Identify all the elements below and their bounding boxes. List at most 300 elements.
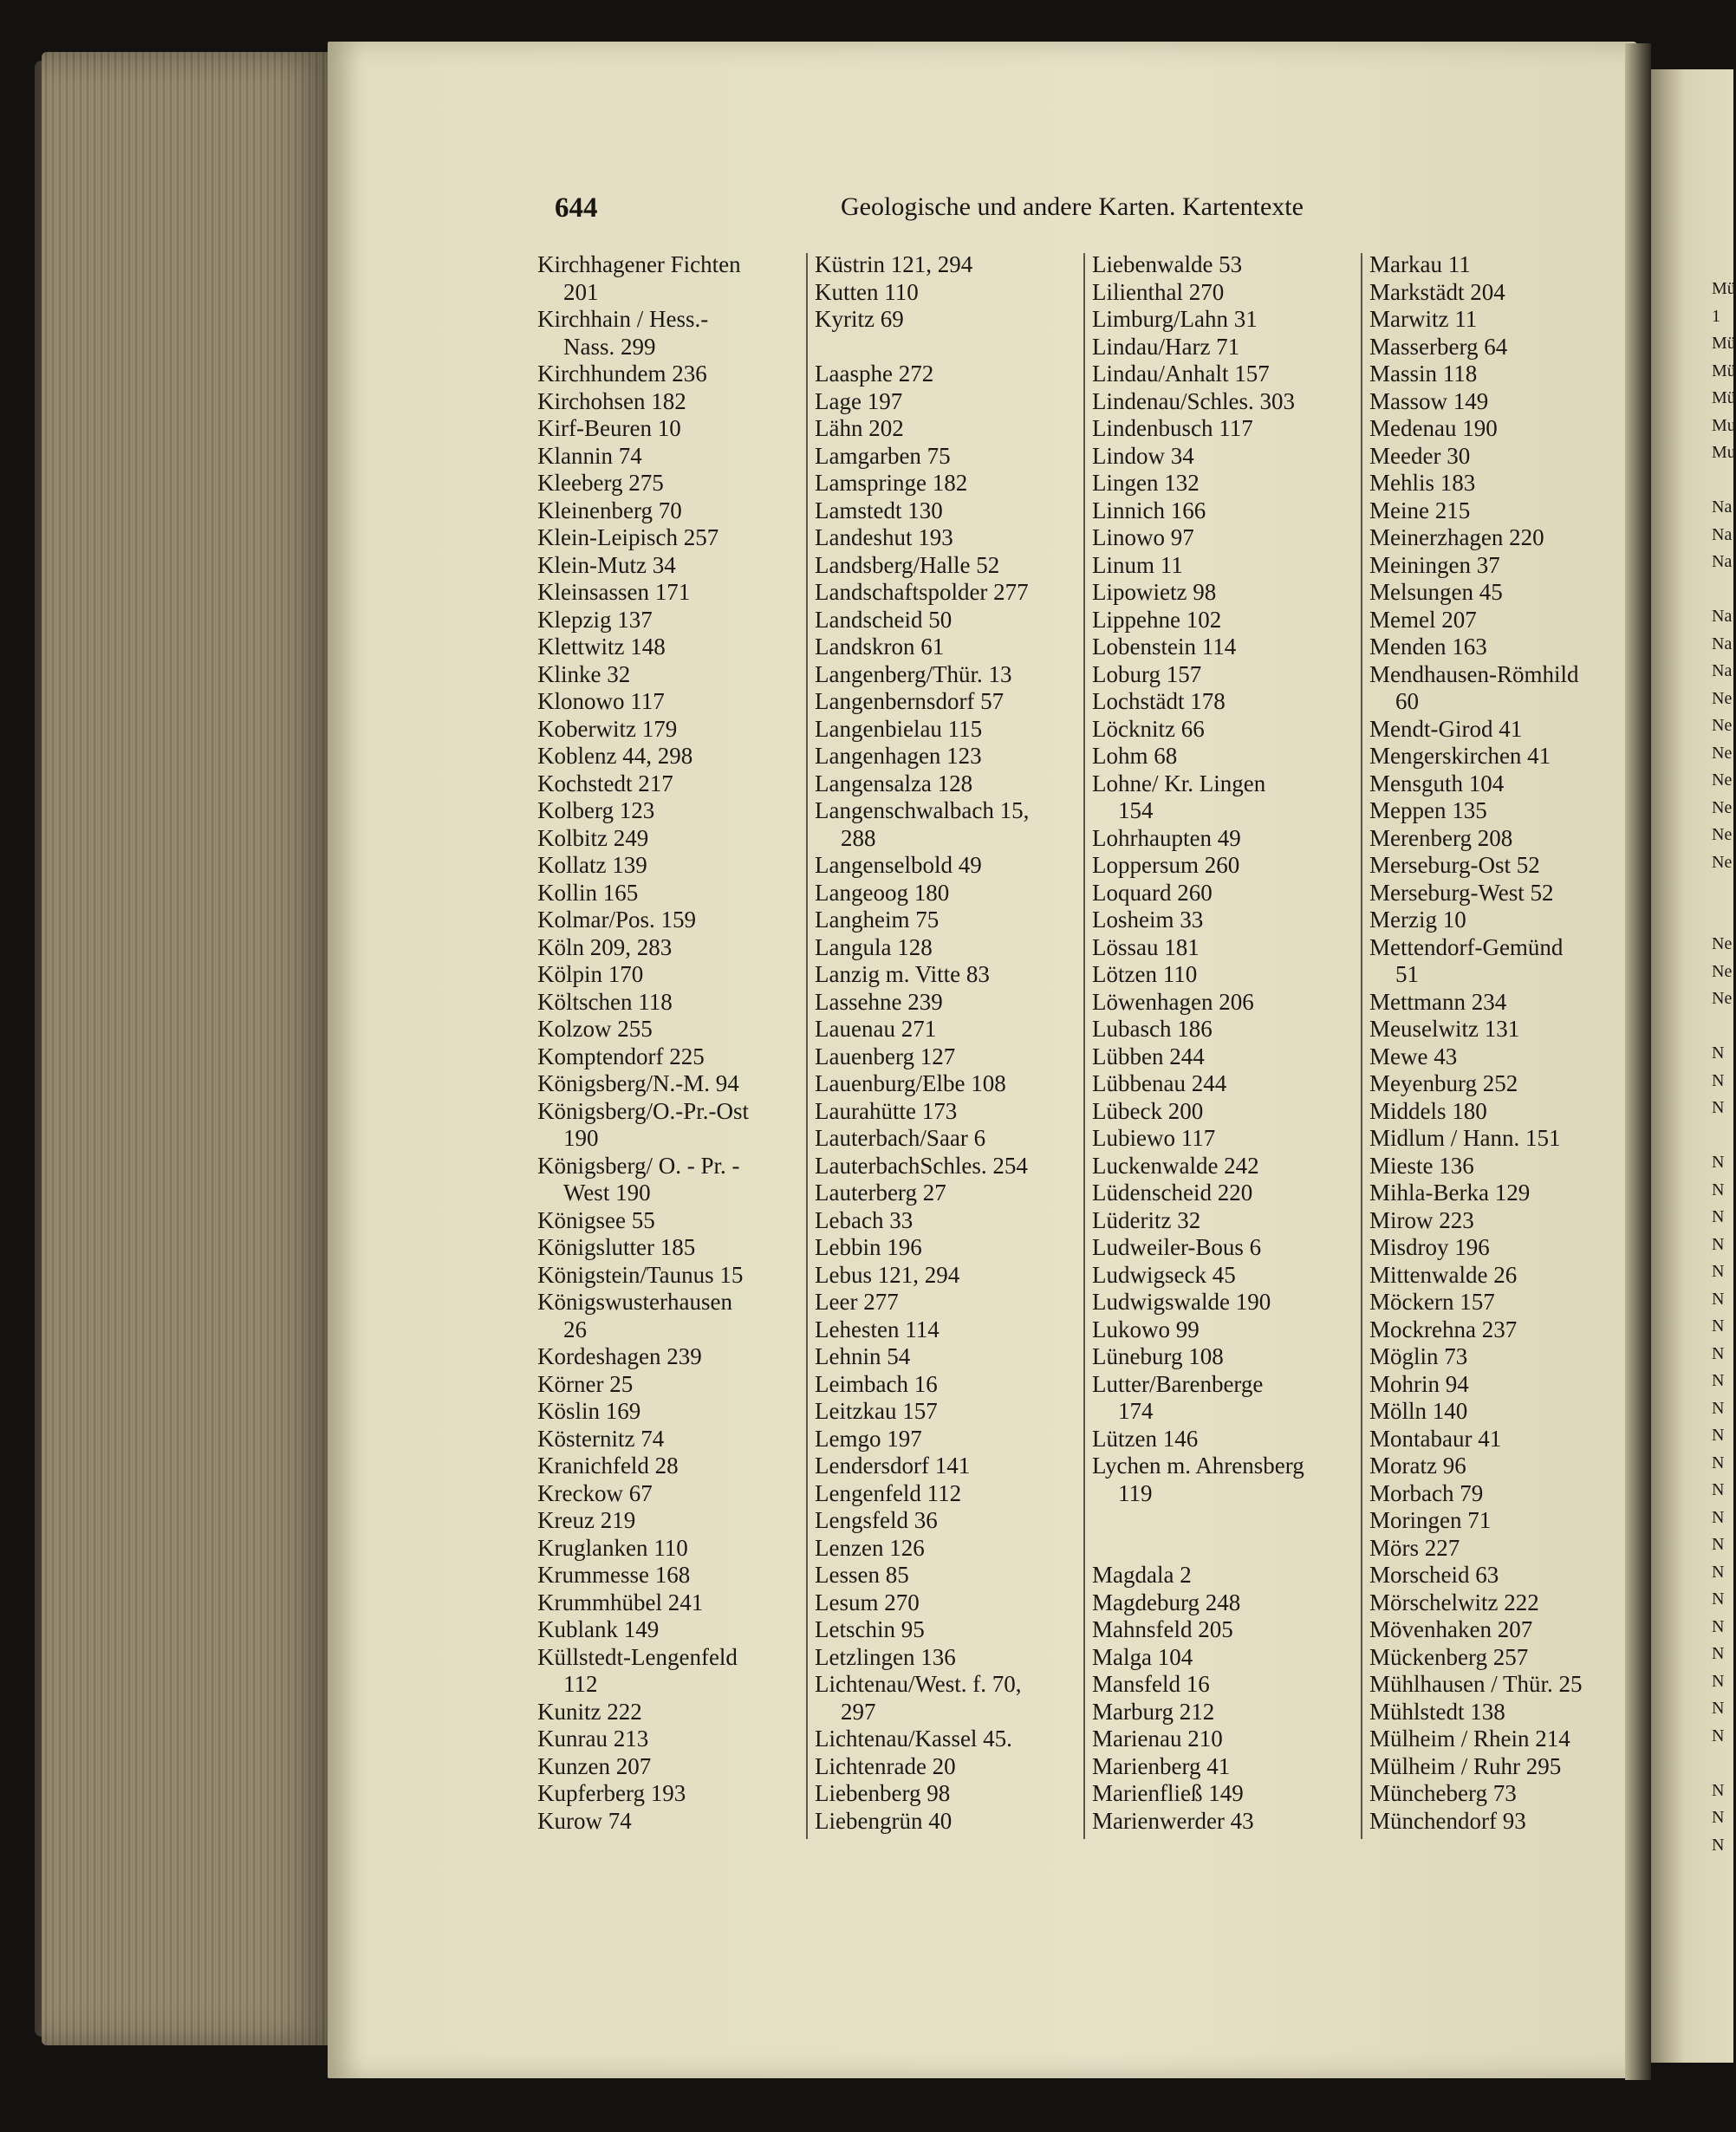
- index-entry: Lindenau/Schles. 303: [1092, 387, 1295, 414]
- facing-page-fragment: Mü: [1712, 279, 1736, 298]
- facing-page-fragment: N: [1712, 1589, 1725, 1609]
- facing-page-fragment: [1712, 1013, 1733, 1041]
- index-entry: Langenschwalbach 15,: [815, 797, 1030, 823]
- index-entry: Marienau 210: [1092, 1726, 1223, 1752]
- index-entry: Lichtenau/West. f. 70,: [815, 1671, 1022, 1697]
- index-entry: Kirchohsen 182: [537, 387, 686, 414]
- index-entry: Münchendorf 93: [1369, 1807, 1526, 1834]
- index-entry: Klinke 32: [537, 660, 631, 687]
- index-entry: Körner 25: [537, 1370, 634, 1397]
- index-entry: Moratz 96: [1369, 1453, 1466, 1479]
- index-entry: Landsberg/Halle 52: [815, 551, 1000, 578]
- index-entry: Kirchhagener Fichten: [537, 251, 741, 277]
- index-entry: Komptendorf 225: [537, 1043, 705, 1069]
- facing-page-fragment: Na: [1712, 497, 1733, 517]
- index-gap: [815, 334, 1066, 361]
- facing-page-fragment: Mü: [1712, 388, 1736, 407]
- facing-page-fragment: N: [1712, 1207, 1725, 1226]
- index-entry: Kirf-Beuren 10: [537, 415, 681, 441]
- index-entry: Lage 197: [815, 387, 903, 414]
- index-entry-continuation: 51: [1395, 961, 1419, 987]
- index-entry: Köslin 169: [537, 1398, 641, 1424]
- index-entry: Merseburg-West 52: [1369, 879, 1554, 906]
- index-entry: Merseburg-Ost 52: [1369, 852, 1540, 878]
- index-entry: Lebbin 196: [815, 1234, 922, 1260]
- index-entry: Lauterberg 27: [815, 1180, 946, 1206]
- index-entry: Lichtenau/Kassel 45.: [815, 1726, 1012, 1752]
- index-entry: Kösternitz 74: [537, 1425, 665, 1452]
- page-number: 644: [555, 192, 598, 224]
- column-divider: [1361, 253, 1362, 1839]
- index-entry: Menden 163: [1369, 634, 1487, 660]
- index-entry: Meiningen 37: [1369, 551, 1500, 578]
- index-entry: Kordeshagen 239: [537, 1343, 702, 1369]
- index-entry: Lenzen 126: [815, 1534, 925, 1561]
- index-entry: Kölpin 170: [537, 961, 644, 987]
- index-entry: Küstrin 121, 294: [815, 251, 973, 277]
- index-entry: Masserberg 64: [1369, 333, 1508, 360]
- index-entry-continuation: 60: [1395, 688, 1419, 714]
- facing-page-fragment: Na: [1712, 607, 1733, 626]
- index-entry: Losheim 33: [1092, 907, 1204, 933]
- facing-page-fragment: N: [1712, 1562, 1725, 1582]
- index-entry: Kreckow 67: [537, 1479, 653, 1506]
- facing-page-fragment: [1712, 576, 1733, 604]
- facing-page-fragment: N: [1712, 1180, 1725, 1199]
- index-entry: Leitzkau 157: [815, 1398, 938, 1424]
- facing-page-fragment: [1712, 1122, 1733, 1150]
- index-entry: Linnich 166: [1092, 497, 1206, 523]
- index-entry: Lüderitz 32: [1092, 1206, 1201, 1233]
- index-entry: Königsee 55: [537, 1206, 655, 1233]
- index-entry: Lassehne 239: [815, 988, 943, 1015]
- index-entry: Kunzen 207: [537, 1752, 652, 1779]
- index-entry: Lychen m. Ahrensberg: [1092, 1453, 1304, 1479]
- index-entry: Morscheid 63: [1369, 1562, 1499, 1588]
- index-entry: Lohne/ Kr. Lingen: [1092, 770, 1266, 796]
- facing-page-fragment: N: [1712, 1316, 1725, 1336]
- index-entry: Lengenfeld 112: [815, 1479, 962, 1506]
- index-entry: Lengsfeld 36: [815, 1507, 938, 1533]
- index-entry: Marienberg 41: [1092, 1752, 1231, 1779]
- index-entry: Lukowo 99: [1092, 1316, 1200, 1342]
- facing-page-fragment: Mu: [1712, 415, 1736, 435]
- index-entry: Mückenberg 257: [1369, 1643, 1529, 1670]
- index-entry: Küllstedt-Lengenfeld: [537, 1643, 738, 1670]
- index-entry: Lindow 34: [1092, 442, 1194, 469]
- index-entry-continuation: 174: [1118, 1398, 1154, 1424]
- facing-page-fragment: [1712, 1750, 1733, 1778]
- index-entry: Kranichfeld 28: [537, 1453, 679, 1479]
- index-entry: Krummesse 168: [537, 1562, 691, 1588]
- index-entry: Lehnin 54: [815, 1343, 911, 1369]
- index-entry: Lebach 33: [815, 1206, 914, 1233]
- index-entry: Lohm 68: [1092, 743, 1178, 769]
- index-entry: Mörs 227: [1369, 1534, 1460, 1561]
- index-entry: Leimbach 16: [815, 1370, 938, 1397]
- index-entry: Königslutter 185: [537, 1234, 696, 1260]
- index-entry: Lübeck 200: [1092, 1097, 1204, 1124]
- index-entry: Langenbernsdorf 57: [815, 688, 1005, 714]
- index-entry: Lippehne 102: [1092, 606, 1222, 633]
- index-entry: Kleinenberg 70: [537, 497, 682, 523]
- index-entry: Königswusterhausen: [537, 1289, 732, 1315]
- index-entry: Lohrhaupten 49: [1092, 824, 1241, 851]
- facing-page-fragment: Mu: [1712, 443, 1736, 462]
- book-page-edges: [42, 52, 336, 2045]
- index-entry: Merzig 10: [1369, 907, 1466, 933]
- index-entry: Magdala 2: [1092, 1562, 1192, 1588]
- index-column-4: [1369, 251, 1621, 1835]
- facing-page-fragment: N: [1712, 1153, 1725, 1172]
- index-entry: Langula 128: [815, 933, 933, 960]
- index-entry: Lehesten 114: [815, 1316, 940, 1342]
- facing-page-fragment: N: [1712, 1043, 1725, 1063]
- index-entry: Landschaftspolder 277: [815, 579, 1029, 605]
- index-entry: Mörschelwitz 222: [1369, 1589, 1539, 1615]
- index-entry: Lindau/Anhalt 157: [1092, 361, 1270, 387]
- index-entry: Kreuz 219: [537, 1507, 636, 1533]
- facing-page-fragment: [1712, 467, 1733, 495]
- index-entry: Lobenstein 114: [1092, 634, 1237, 660]
- index-entry: Laurahütte 173: [815, 1097, 958, 1124]
- index-entry: Loburg 157: [1092, 660, 1202, 687]
- index-entry: Lüdenscheid 220: [1092, 1180, 1253, 1206]
- index-entry: Liebenwalde 53: [1092, 251, 1243, 277]
- index-entry: Lichtenrade 20: [815, 1752, 956, 1779]
- facing-page-fragment: Ne: [1712, 688, 1733, 708]
- index-entry: Lübben 244: [1092, 1043, 1205, 1069]
- facing-page-fragment: N: [1712, 1726, 1725, 1745]
- facing-page-fragment: N: [1712, 1234, 1725, 1254]
- index-entry: Merenberg 208: [1369, 824, 1513, 851]
- index-entry: Marienwerder 43: [1092, 1807, 1254, 1834]
- index-entry-continuation: 297: [841, 1698, 876, 1725]
- index-entry: Loppersum 260: [1092, 852, 1240, 878]
- index-entry-continuation: 26: [563, 1316, 587, 1342]
- index-entry: Luckenwalde 242: [1092, 1152, 1259, 1179]
- index-entry: Möckern 157: [1369, 1289, 1495, 1315]
- index-entry: Langeoog 180: [815, 879, 950, 906]
- index-entry: Lützen 146: [1092, 1425, 1199, 1452]
- index-entry-continuation: Nass. 299: [563, 333, 656, 360]
- index-entry: Lanzig m. Vitte 83: [815, 961, 990, 987]
- index-entry: Ludweiler-Bous 6: [1092, 1234, 1262, 1260]
- index-entry: Marwitz 11: [1369, 306, 1478, 332]
- index-entry: Lössau 181: [1092, 933, 1200, 960]
- index-entry: Morbach 79: [1369, 1479, 1484, 1506]
- index-entry: Midlum / Hann. 151: [1369, 1125, 1561, 1151]
- index-entry: Langenhagen 123: [815, 743, 982, 769]
- index-entry: Lessen 85: [815, 1562, 909, 1588]
- index-entry: Lähn 202: [815, 415, 904, 441]
- index-entry: Löcknitz 66: [1092, 715, 1205, 742]
- facing-page-fragment: Ne: [1712, 825, 1733, 844]
- index-entry: Mieste 136: [1369, 1152, 1474, 1179]
- index-entry: Mölln 140: [1369, 1398, 1468, 1424]
- index-entry: Mohrin 94: [1369, 1370, 1469, 1397]
- index-entry: Meuselwitz 131: [1369, 1016, 1520, 1042]
- facing-page-fragment: N: [1712, 1616, 1725, 1636]
- index-entry: Lötzen 110: [1092, 961, 1198, 987]
- index-entry: Müncheberg 73: [1369, 1780, 1517, 1806]
- index-entry: Kleinsassen 171: [537, 579, 691, 605]
- index-entry: Lübbenau 244: [1092, 1070, 1227, 1096]
- facing-page-fragment: N: [1712, 1699, 1725, 1718]
- index-entry: LauterbachSchles. 254: [815, 1152, 1028, 1179]
- index-entry: Kirchhain / Hess.-: [537, 306, 709, 332]
- index-entry: Kunrau 213: [537, 1726, 649, 1752]
- index-entry: Kleeberg 275: [537, 470, 664, 496]
- index-entry: Meine 215: [1369, 497, 1471, 523]
- index-entry: Klettwitz 148: [537, 634, 666, 660]
- index-entry: Mewe 43: [1369, 1043, 1458, 1069]
- index-entry: Mansfeld 16: [1092, 1671, 1210, 1697]
- facing-page-fragment: Na: [1712, 634, 1733, 653]
- index-entry: Lamgarben 75: [815, 442, 951, 469]
- index-entry: Lubiewo 117: [1092, 1125, 1216, 1151]
- page-title: Geologische und andere Karten. Kartentexte: [841, 192, 1304, 221]
- index-entry: Lochstädt 178: [1092, 688, 1226, 714]
- facing-page-fragment: N: [1712, 1671, 1725, 1691]
- column-divider: [1083, 253, 1085, 1839]
- index-entry: Klannin 74: [537, 442, 642, 469]
- index-entry: Kruglanken 110: [537, 1534, 688, 1561]
- index-entry: Lendersdorf 141: [815, 1453, 971, 1479]
- index-entry: Lüneburg 108: [1092, 1343, 1224, 1369]
- index-entry: Löwenhagen 206: [1092, 988, 1254, 1015]
- index-entry: Kolberg 123: [537, 797, 655, 823]
- index-entry: Leer 277: [815, 1289, 899, 1315]
- index-entry: Landskron 61: [815, 634, 945, 660]
- facing-page-fragment: Ne: [1712, 770, 1733, 790]
- index-entry: Meyenburg 252: [1369, 1070, 1518, 1096]
- index-entry: Mengerskirchen 41: [1369, 743, 1551, 769]
- index-entry: Mövenhaken 207: [1369, 1616, 1533, 1642]
- facing-page-fragment: Ne: [1712, 852, 1733, 872]
- facing-page-fragment: [1712, 876, 1733, 904]
- facing-page-fragment: N: [1712, 1453, 1725, 1472]
- index-entry: Kublank 149: [537, 1616, 660, 1642]
- index-entry: Königsberg/ O. - Pr. -: [537, 1152, 740, 1179]
- index-entry: Linowo 97: [1092, 524, 1194, 550]
- index-entry: Malga 104: [1092, 1643, 1193, 1670]
- column-divider: [806, 253, 808, 1839]
- index-entry: Misdroy 196: [1369, 1234, 1490, 1260]
- facing-page-fragment: Mü: [1712, 334, 1736, 353]
- index-entry: Lauterbach/Saar 6: [815, 1125, 986, 1151]
- index-entry: Kochstedt 217: [537, 770, 673, 796]
- index-entry: Meeder 30: [1369, 442, 1471, 469]
- index-gap: [1092, 1507, 1343, 1535]
- index-entry: Massin 118: [1369, 361, 1478, 387]
- index-entry: Montabaur 41: [1369, 1425, 1502, 1452]
- index-entry: Klonowo 117: [537, 688, 665, 714]
- index-entry: Lebus 121, 294: [815, 1261, 960, 1288]
- index-entry: Langensalza 128: [815, 770, 973, 796]
- index-entry-continuation: West 190: [563, 1180, 651, 1206]
- facing-page-fragment: Ne: [1712, 716, 1733, 735]
- index-entry: Liebengrün 40: [815, 1807, 953, 1834]
- index-entry: Lesum 270: [815, 1589, 920, 1615]
- index-entry: Mühlstedt 138: [1369, 1698, 1505, 1725]
- index-entry: Letzlingen 136: [815, 1643, 956, 1670]
- index-entry: Lauenau 271: [815, 1016, 937, 1042]
- index-entry: Lindenbusch 117: [1092, 415, 1253, 441]
- index-entry: Königstein/Taunus 15: [537, 1261, 744, 1288]
- index-entry: Langenbielau 115: [815, 715, 983, 742]
- index-entry: Lubasch 186: [1092, 1016, 1213, 1042]
- facing-page-fragment: N: [1712, 1507, 1725, 1527]
- index-entry: Mettendorf-Gemünd: [1369, 933, 1564, 960]
- index-entry: Langenselbold 49: [815, 852, 982, 878]
- index-entry: Meinerzhagen 220: [1369, 524, 1544, 550]
- index-entry: Költschen 118: [537, 988, 673, 1015]
- facing-page-fragment: N: [1712, 1098, 1725, 1117]
- index-entry: Liebenberg 98: [815, 1780, 951, 1806]
- index-entry: Mendhausen-Römhild: [1369, 660, 1579, 687]
- facing-page-fragment: N: [1712, 1535, 1725, 1554]
- index-entry: Melsungen 45: [1369, 579, 1503, 605]
- index-entry: Mülheim / Ruhr 295: [1369, 1752, 1562, 1779]
- facing-page-fragment: Ne: [1712, 797, 1733, 817]
- index-entry-continuation: 112: [563, 1671, 598, 1697]
- index-entry: Möglin 73: [1369, 1343, 1468, 1369]
- facing-page-fragment: Na: [1712, 661, 1733, 680]
- index-entry: Lamspringe 182: [815, 470, 968, 496]
- index-entry: Mühlhausen / Thür. 25: [1369, 1671, 1583, 1697]
- index-entry: Koberwitz 179: [537, 715, 678, 742]
- index-entry: Mihla-Berka 129: [1369, 1180, 1531, 1206]
- index-entry: Kolmar/Pos. 159: [537, 907, 697, 933]
- index-entry: Krummhübel 241: [537, 1589, 704, 1615]
- index-entry: Massow 149: [1369, 387, 1489, 414]
- book-gutter: [1625, 43, 1651, 2080]
- index-entry: Lindau/Harz 71: [1092, 333, 1240, 360]
- index-entry: Medenau 190: [1369, 415, 1498, 441]
- index-entry: Kolzow 255: [537, 1016, 653, 1042]
- facing-page-fragment: Ne: [1712, 989, 1733, 1008]
- index-entry: Klein-Mutz 34: [537, 551, 676, 578]
- index-entry: Kolbitz 249: [537, 824, 649, 851]
- index-entry: Memel 207: [1369, 606, 1477, 633]
- facing-page-fragment: Na: [1712, 524, 1733, 544]
- index-entry: Meppen 135: [1369, 797, 1487, 823]
- index-entry: Langenberg/Thür. 13: [815, 660, 1012, 687]
- index-entry: Mirow 223: [1369, 1206, 1474, 1233]
- index-gap: [1092, 1535, 1343, 1563]
- facing-page-fragment: N: [1712, 1262, 1725, 1281]
- index-entry: Mendt-Girod 41: [1369, 715, 1523, 742]
- facing-page-fragment: Ne: [1712, 961, 1733, 981]
- facing-page-fragment: N: [1712, 1371, 1725, 1390]
- index-entry-continuation: 201: [563, 278, 599, 305]
- index-entry: Lauenberg 127: [815, 1043, 956, 1069]
- facing-page-fragment: N: [1712, 1480, 1725, 1499]
- index-entry: Kyritz 69: [815, 306, 904, 332]
- facing-page-fragment: N: [1712, 1808, 1725, 1827]
- index-entry: Kutten 110: [815, 278, 919, 305]
- index-entry: Middels 180: [1369, 1097, 1487, 1124]
- index-entry: Langheim 75: [815, 907, 940, 933]
- index-entry: Marienfließ 149: [1092, 1780, 1244, 1806]
- facing-page-fragment: N: [1712, 1780, 1725, 1800]
- index-entry: Kollin 165: [537, 879, 639, 906]
- index-entry: Lemgo 197: [815, 1425, 922, 1452]
- index-entry: Lauenburg/Elbe 108: [815, 1070, 1006, 1096]
- index-entry: Kirchhundem 236: [537, 361, 707, 387]
- index-entry: Mittenwalde 26: [1369, 1261, 1518, 1288]
- index-entry: Laasphe 272: [815, 361, 934, 387]
- index-entry: Linum 11: [1092, 551, 1183, 578]
- index-entry: Lamstedt 130: [815, 497, 943, 523]
- facing-page-fragment: Na: [1712, 552, 1733, 571]
- index-entry: Mehlis 183: [1369, 470, 1476, 496]
- facing-page-fragment: Ne: [1712, 934, 1733, 953]
- index-entry: Lipowietz 98: [1092, 579, 1217, 605]
- facing-page-fragment: N: [1712, 1343, 1725, 1363]
- index-entry: Kurow 74: [537, 1807, 632, 1834]
- index-entry: Lutter/Barenberge: [1092, 1370, 1264, 1397]
- index-entry: Mettmann 234: [1369, 988, 1507, 1015]
- index-entry: Lilienthal 270: [1092, 278, 1225, 305]
- index-entry: Mülheim / Rhein 214: [1369, 1726, 1570, 1752]
- facing-page-fragment: N: [1712, 1070, 1725, 1090]
- facing-page-fragment: [1712, 904, 1733, 932]
- index-entry: Königsberg/O.-Pr.-Ost: [537, 1097, 750, 1124]
- index-column-1: [537, 251, 789, 1835]
- index-entry: Königsberg/N.-M. 94: [537, 1070, 739, 1096]
- index-entry: Markstädt 204: [1369, 278, 1505, 305]
- index-entry-continuation: 190: [563, 1125, 599, 1151]
- index-entry: Koblenz 44, 298: [537, 743, 693, 769]
- index-entry-continuation: 119: [1118, 1479, 1153, 1506]
- facing-page-fragment: N: [1712, 1289, 1725, 1309]
- index-entry: Kupferberg 193: [537, 1780, 686, 1806]
- facing-page-fragment: N: [1712, 1426, 1725, 1445]
- facing-page-text-fragments: [1712, 276, 1736, 1859]
- index-entry: Limburg/Lahn 31: [1092, 306, 1258, 332]
- index-entry: Moringen 71: [1369, 1507, 1492, 1533]
- index-entry: Magdeburg 248: [1092, 1589, 1241, 1615]
- index-entry: Klepzig 137: [537, 606, 653, 633]
- facing-page-fragment: Ne: [1712, 743, 1733, 763]
- index-entry: Ludwigseck 45: [1092, 1261, 1236, 1288]
- facing-page-fragment: N: [1712, 1644, 1725, 1663]
- index-entry: Marburg 212: [1092, 1698, 1215, 1725]
- index-column-3: [1092, 251, 1343, 1835]
- facing-page-fragment: 1: [1712, 306, 1720, 326]
- index-entry: Ludwigswalde 190: [1092, 1289, 1271, 1315]
- index-entry: Lingen 132: [1092, 470, 1200, 496]
- index-entry: Markau 11: [1369, 251, 1471, 277]
- index-column-2: [815, 251, 1066, 1835]
- facing-page-fragment: N: [1712, 1835, 1725, 1855]
- index-entry: Köln 209, 283: [537, 933, 673, 960]
- index-entry: Mockrehna 237: [1369, 1316, 1518, 1342]
- index-entry-continuation: 154: [1118, 797, 1154, 823]
- index-entry: Mensguth 104: [1369, 770, 1505, 796]
- index-entry: Klein-Leipisch 257: [537, 524, 719, 550]
- index-entry: Kunitz 222: [537, 1698, 642, 1725]
- index-entry: Landscheid 50: [815, 606, 953, 633]
- index-entry: Kollatz 139: [537, 852, 647, 878]
- index-entry: Loquard 260: [1092, 879, 1213, 906]
- index-entry: Landeshut 193: [815, 524, 953, 550]
- index-entry: Mahnsfeld 205: [1092, 1616, 1233, 1642]
- facing-page-fragment: N: [1712, 1398, 1725, 1418]
- index-entry-continuation: 288: [841, 824, 876, 851]
